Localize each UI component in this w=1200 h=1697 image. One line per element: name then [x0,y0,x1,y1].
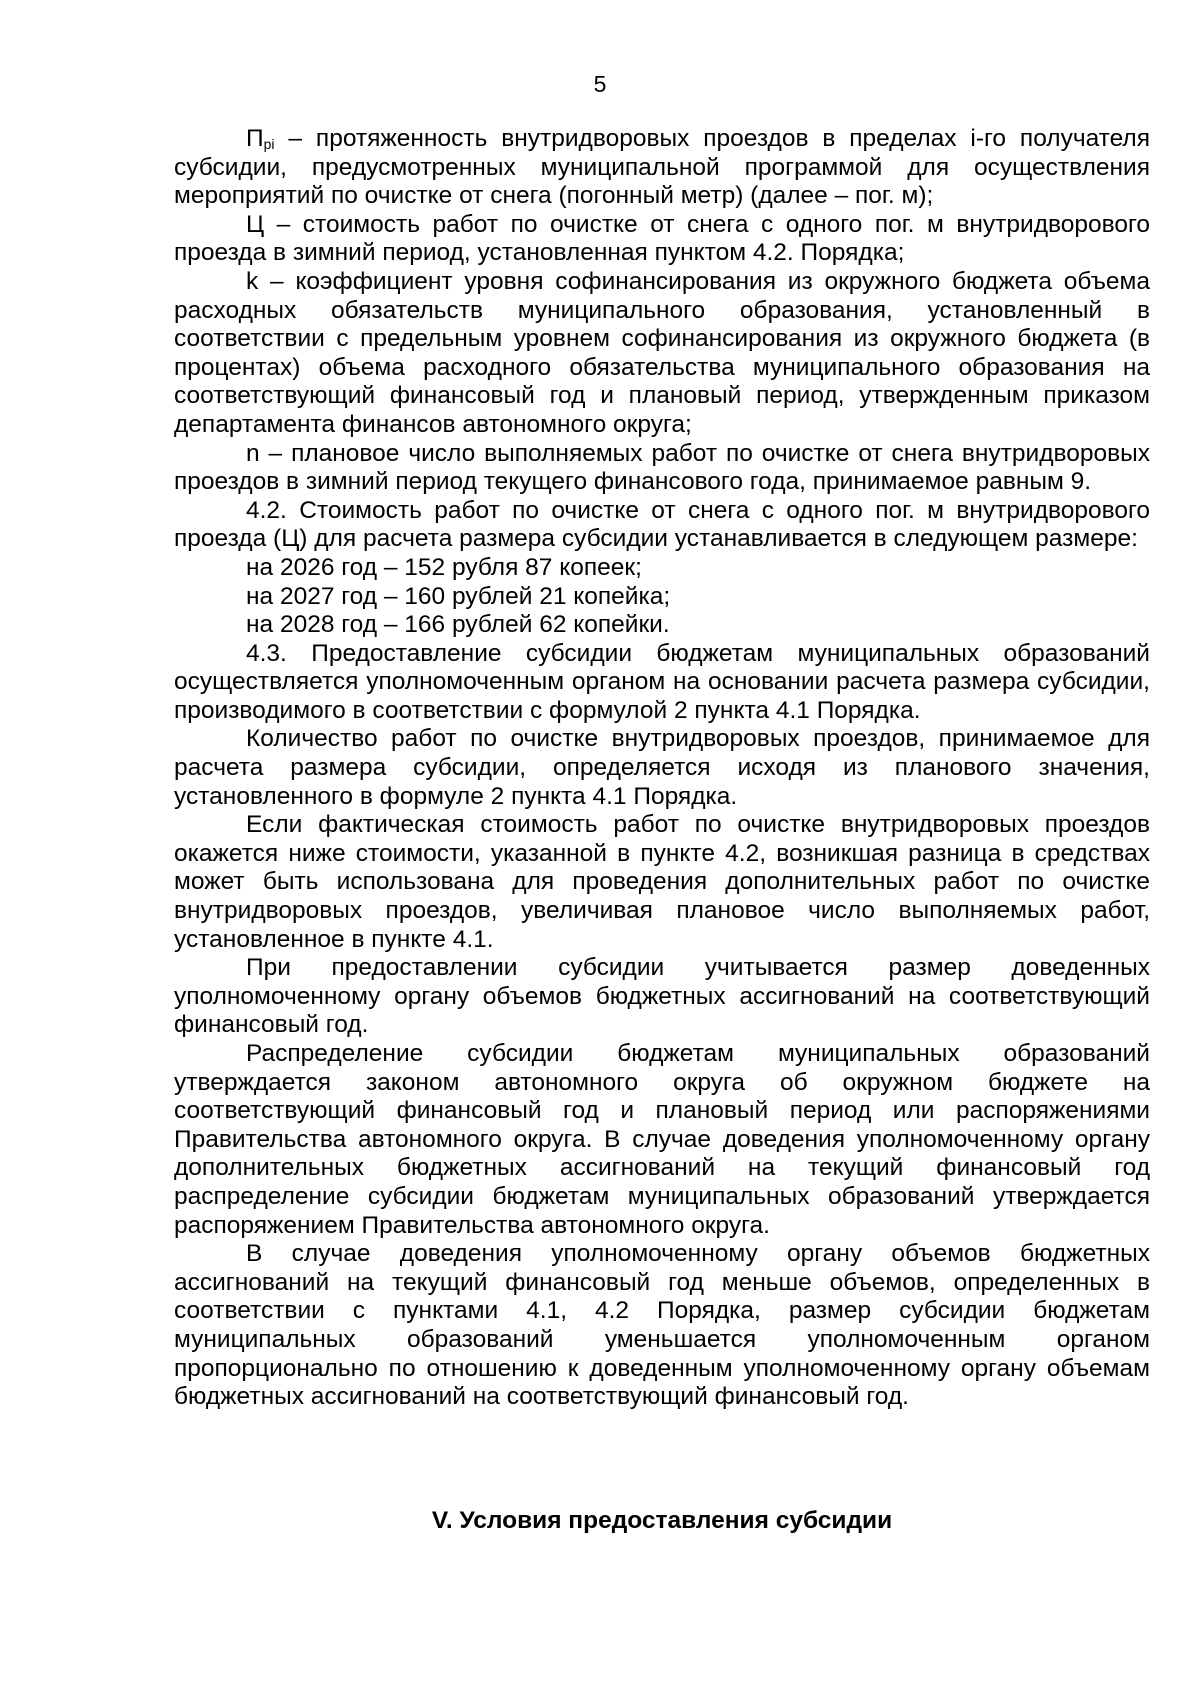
section-heading: V. Условия предоставления субсидии [431,1507,893,1534]
rate-2028: на 2028 год – 166 рублей 62 копейки. [246,611,670,639]
clause-4-3-paragraph: Распределение субсидии бюджетам муниципальных образований утверждается законом автономного округа об окружном бюджете на соответствующий финансовый год и плановый период или распоряжениями Правительства автономного округа. В случае доведения уполномоченному органу дополнительных бюджетных ассигнований на текущий финансовый год распределение субсидии бюджетам муниципальных образований утверждается распоряжением Правительства автономного округа. [174,1040,1150,1239]
symbol-subscript: pi [263,136,275,152]
clause-4-3-paragraph: Количество работ по очистке внутридворовых проездов, принимаемое для расчета размера субсидии, определяется исходя из планового значения, установленного в формуле 2 пункта 4.1 Порядка. [174,725,1150,810]
definition-p-i-text: – протяженность внутридворовых проездов в пределах i-го получателя субсидии, предусмотренных муниципальной программой для осуществления мероприятий по очистке от снега (погонный метр) (далее – пог. м); [174,125,1150,210]
clause-4-3-paragraph: 4.3. Предоставление субсидии бюджетам муниципальных образований осуществляется уполномоченным органом на основании расчета размера субсидии, производимого в соответствии с формулой 2 пункта 4.1 Порядка. [174,639,1150,724]
clause-4-3-paragraph: При предоставлении субсидии учитывается размер доведенных уполномоченному органу объемов бюджетных ассигнований на соответствующий финансовый год. [174,954,1150,1039]
definition-c: Ц – стоимость работ по очистке от снега с одного пог. м внутридворового проезда в зимний период, установленная пунктом 4.2. Порядка; [174,210,1150,267]
rate-2027: на 2027 год – 160 рублей 21 копейка; [246,582,671,610]
symbol-p: П [246,125,264,152]
definition-p-i [174,125,1150,211]
page-number: 5 [593,71,607,97]
clause-4-3-paragraph: В случае доведения уполномоченному органу объемов бюджетных ассигнований на текущий финансовый год меньше объемов, определенных в соответствии с пунктами 4.1, 4.2 Порядка, размер субсидии бюджетам муниципальных образований уменьшается уполномоченным органом пропорционально по отношению к доведенным уполномоченному органу объемам бюджетных ассигнований на соответствующий финансовый год. [174,1240,1150,1411]
clause-4-2: 4.2. Стоимость работ по очистке от снега с одного пог. м внутридворового проезда (Ц) для расчета размера субсидии устанавливается в следующем размере: [174,496,1150,553]
clause-4-3-paragraph: Если фактическая стоимость работ по очистке внутридворовых проездов окажется ниже стоимости, указанной в пункте 4.2, возникшая разница в средствах может быть использована для проведения дополнительных работ по очистке внутридворовых проездов, увеличивая плановое число выполняемых работ, установленное в пункте 4.1. [174,811,1150,953]
document-body [174,125,1150,1412]
definition-k: k – коэффициент уровня софинансирования из окружного бюджета объема расходных обязательств муниципального образования, установленный в соответствии с предельным уровнем софинансирования из окружного бюджета (в процентах) объема расходного обязательства муниципального образования на соответствующий финансовый год и плановый период, утвержденным приказом департамента финансов автономного округа; [174,267,1150,438]
definition-n: n – плановое число выполняемых работ по очистке от снега внутридворовых проездов в зимний период текущего финансового года, принимаемое равным 9. [174,439,1150,496]
rate-2026: на 2026 год – 152 рубля 87 копеек; [246,553,642,581]
